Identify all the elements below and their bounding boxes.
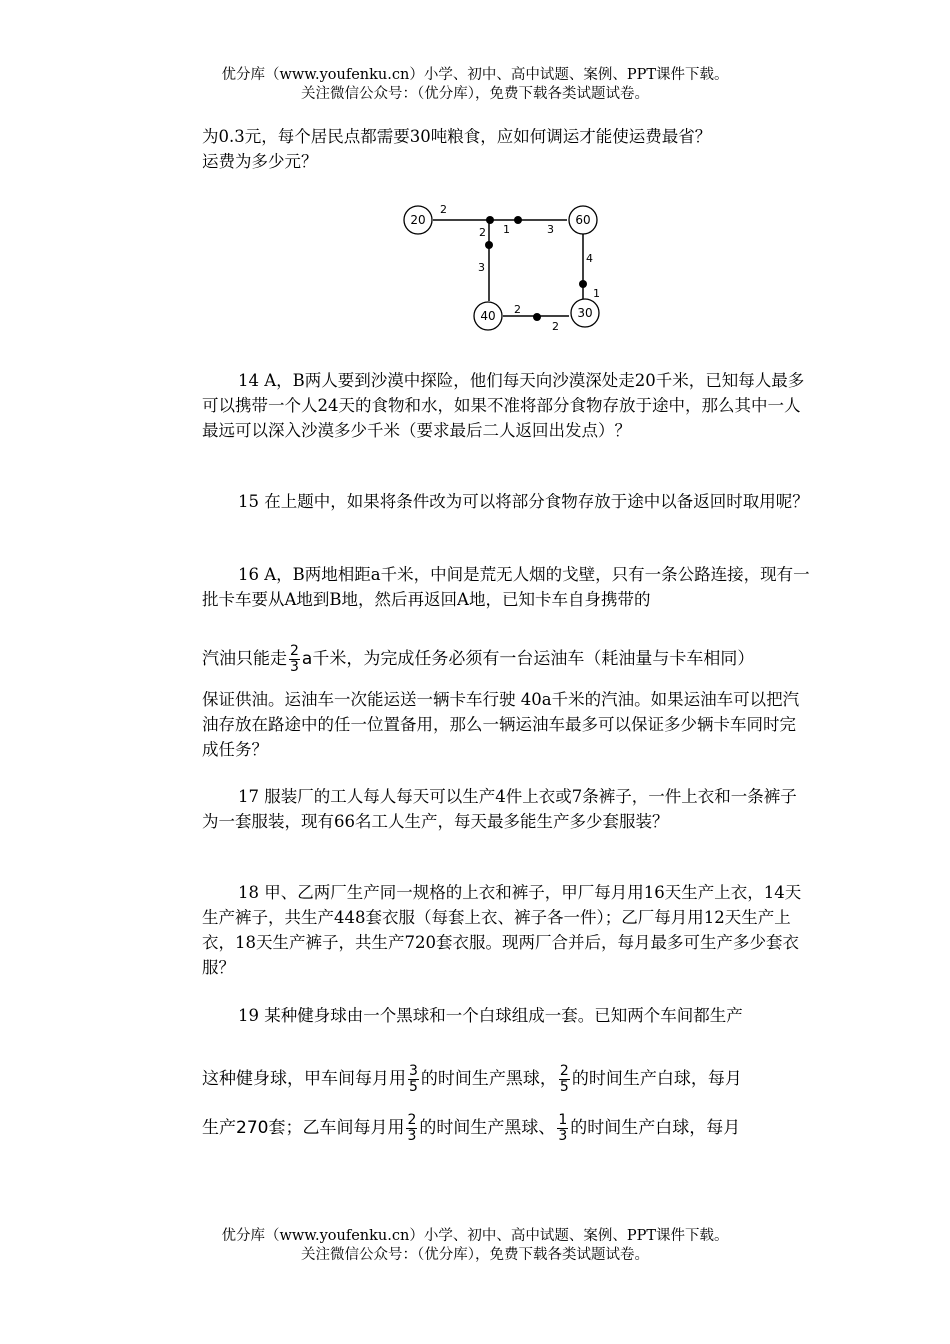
fraction: $\frac{3}{5}$ [409,1062,418,1095]
node-label-60: 60 [575,213,591,227]
intro-paragraph [202,124,812,174]
fraction: $\frac{1}{3}$ [558,1111,568,1144]
junction-dot [533,313,541,321]
question-19-formula-line-1: 这种健身球，甲车间每月用 $\frac{3}{5}$ 的时间生产黑球， $\frac{2}{5}$ 的时间生产白球，每月 [202,1062,742,1095]
question-19 [202,1003,812,1028]
edge-label: 3 [547,223,554,236]
question-15: 15 在上题中，如果将条件改为可以将部分食物存放于途中以备返回时取用呢？ [238,492,809,511]
junction-dot [579,280,587,288]
fraction: $\frac{2}{5}$ [559,1062,569,1095]
question-16-continued: 保证供油。运油车一次能运送一辆卡车行驶 40a千米的汽油。如果运油车可以把汽油存放在路途中的任一位置备用，那么一辆运油车最多可以保证多少辆卡车同时完成任务？ [202,690,800,759]
question-19-formula-line-2: 生产270套；乙车间每月用 $\frac{2}{3}$ 的时间生产黑球、 $\frac{1}{3}$ 的时间生产白球，每月 [202,1111,741,1144]
intro-line-1: 为0.3元，每个居民点都需要30吨粮食，应如何调运才能使运费最省？ [202,127,712,146]
edge-label: 4 [586,252,593,265]
junction-dot [485,241,493,249]
question-16-formula-line: 汽油只能走 $\frac{2}{3}$ a千米，为完成任务必须有一台运油车（耗油量与卡车相同） [202,642,755,675]
edge-label: 2 [479,226,486,239]
footer-line-1: 优分库（www.youfenku.cn）小学、初中、高中试题、案例、PPT课件下载。 [221,1228,729,1244]
question-19-text: 19 某种健身球由一个黑球和一个白球组成一套。已知两个车间都生产 [238,1006,743,1025]
edge-label: 3 [478,261,485,274]
node-label-30: 30 [577,306,593,320]
transport-network-diagram [396,196,612,336]
junction-dot [514,216,522,224]
question-16-text: 16 A，B两地相距a千米，中间是荒无人烟的戈壁，只有一条公路连接，现有一批卡车要从A地到B地，然后再返回A地，已知卡车自身携带的 [202,565,810,609]
page-footer [0,1227,950,1265]
header-line-2: 关注微信公众号：（优分库），免费下载各类试题试卷。 [301,86,649,102]
node-label-40: 40 [480,309,496,323]
page-header [0,66,950,104]
question-14: 14 A，B两人要到沙漠中探险，他们每天向沙漠深处走20千米，已知每人最多可以携带一个人24天的食物和水，如果不准将部分食物存放于途中，那么其中一人最远可以深入沙漠多少千米（要求最后二人返回出发点）？ [202,371,805,440]
question-17: 17 服装厂的工人每人每天可以生产4件上衣或7条裤子，一件上衣和一条裤子为一套服装，现有66名工人生产，每天最多能生产多少套服装？ [202,787,797,831]
fraction: $\frac{2}{3}$ [290,642,299,675]
intro-line-2: 运费为多少元？ [202,152,318,171]
node-label-20: 20 [410,213,426,227]
junction-dot [486,216,494,224]
edge-label: 1 [593,287,600,300]
edge-label: 2 [514,303,521,316]
footer-line-2: 关注微信公众号：（优分库），免费下载各类试题试卷。 [301,1247,649,1263]
edge-label: 2 [552,320,559,333]
edge-label: 2 [440,203,447,216]
question-16 [202,562,812,612]
edge-label: 1 [503,223,510,236]
header-line-1: 优分库（www.youfenku.cn）小学、初中、高中试题、案例、PPT课件下载。 [221,67,729,83]
question-18: 18 甲、乙两厂生产同一规格的上衣和裤子，甲厂每月用16天生产上衣，14天生产裤子，共生产448套衣服（每套上衣、裤子各一件）；乙厂每月用12天生产上衣，18天生产裤子，共生产720套衣服。现两厂合并后，每月最多可生产多少套衣服？ [202,883,802,977]
fraction: $\frac{2}{3}$ [407,1111,417,1144]
